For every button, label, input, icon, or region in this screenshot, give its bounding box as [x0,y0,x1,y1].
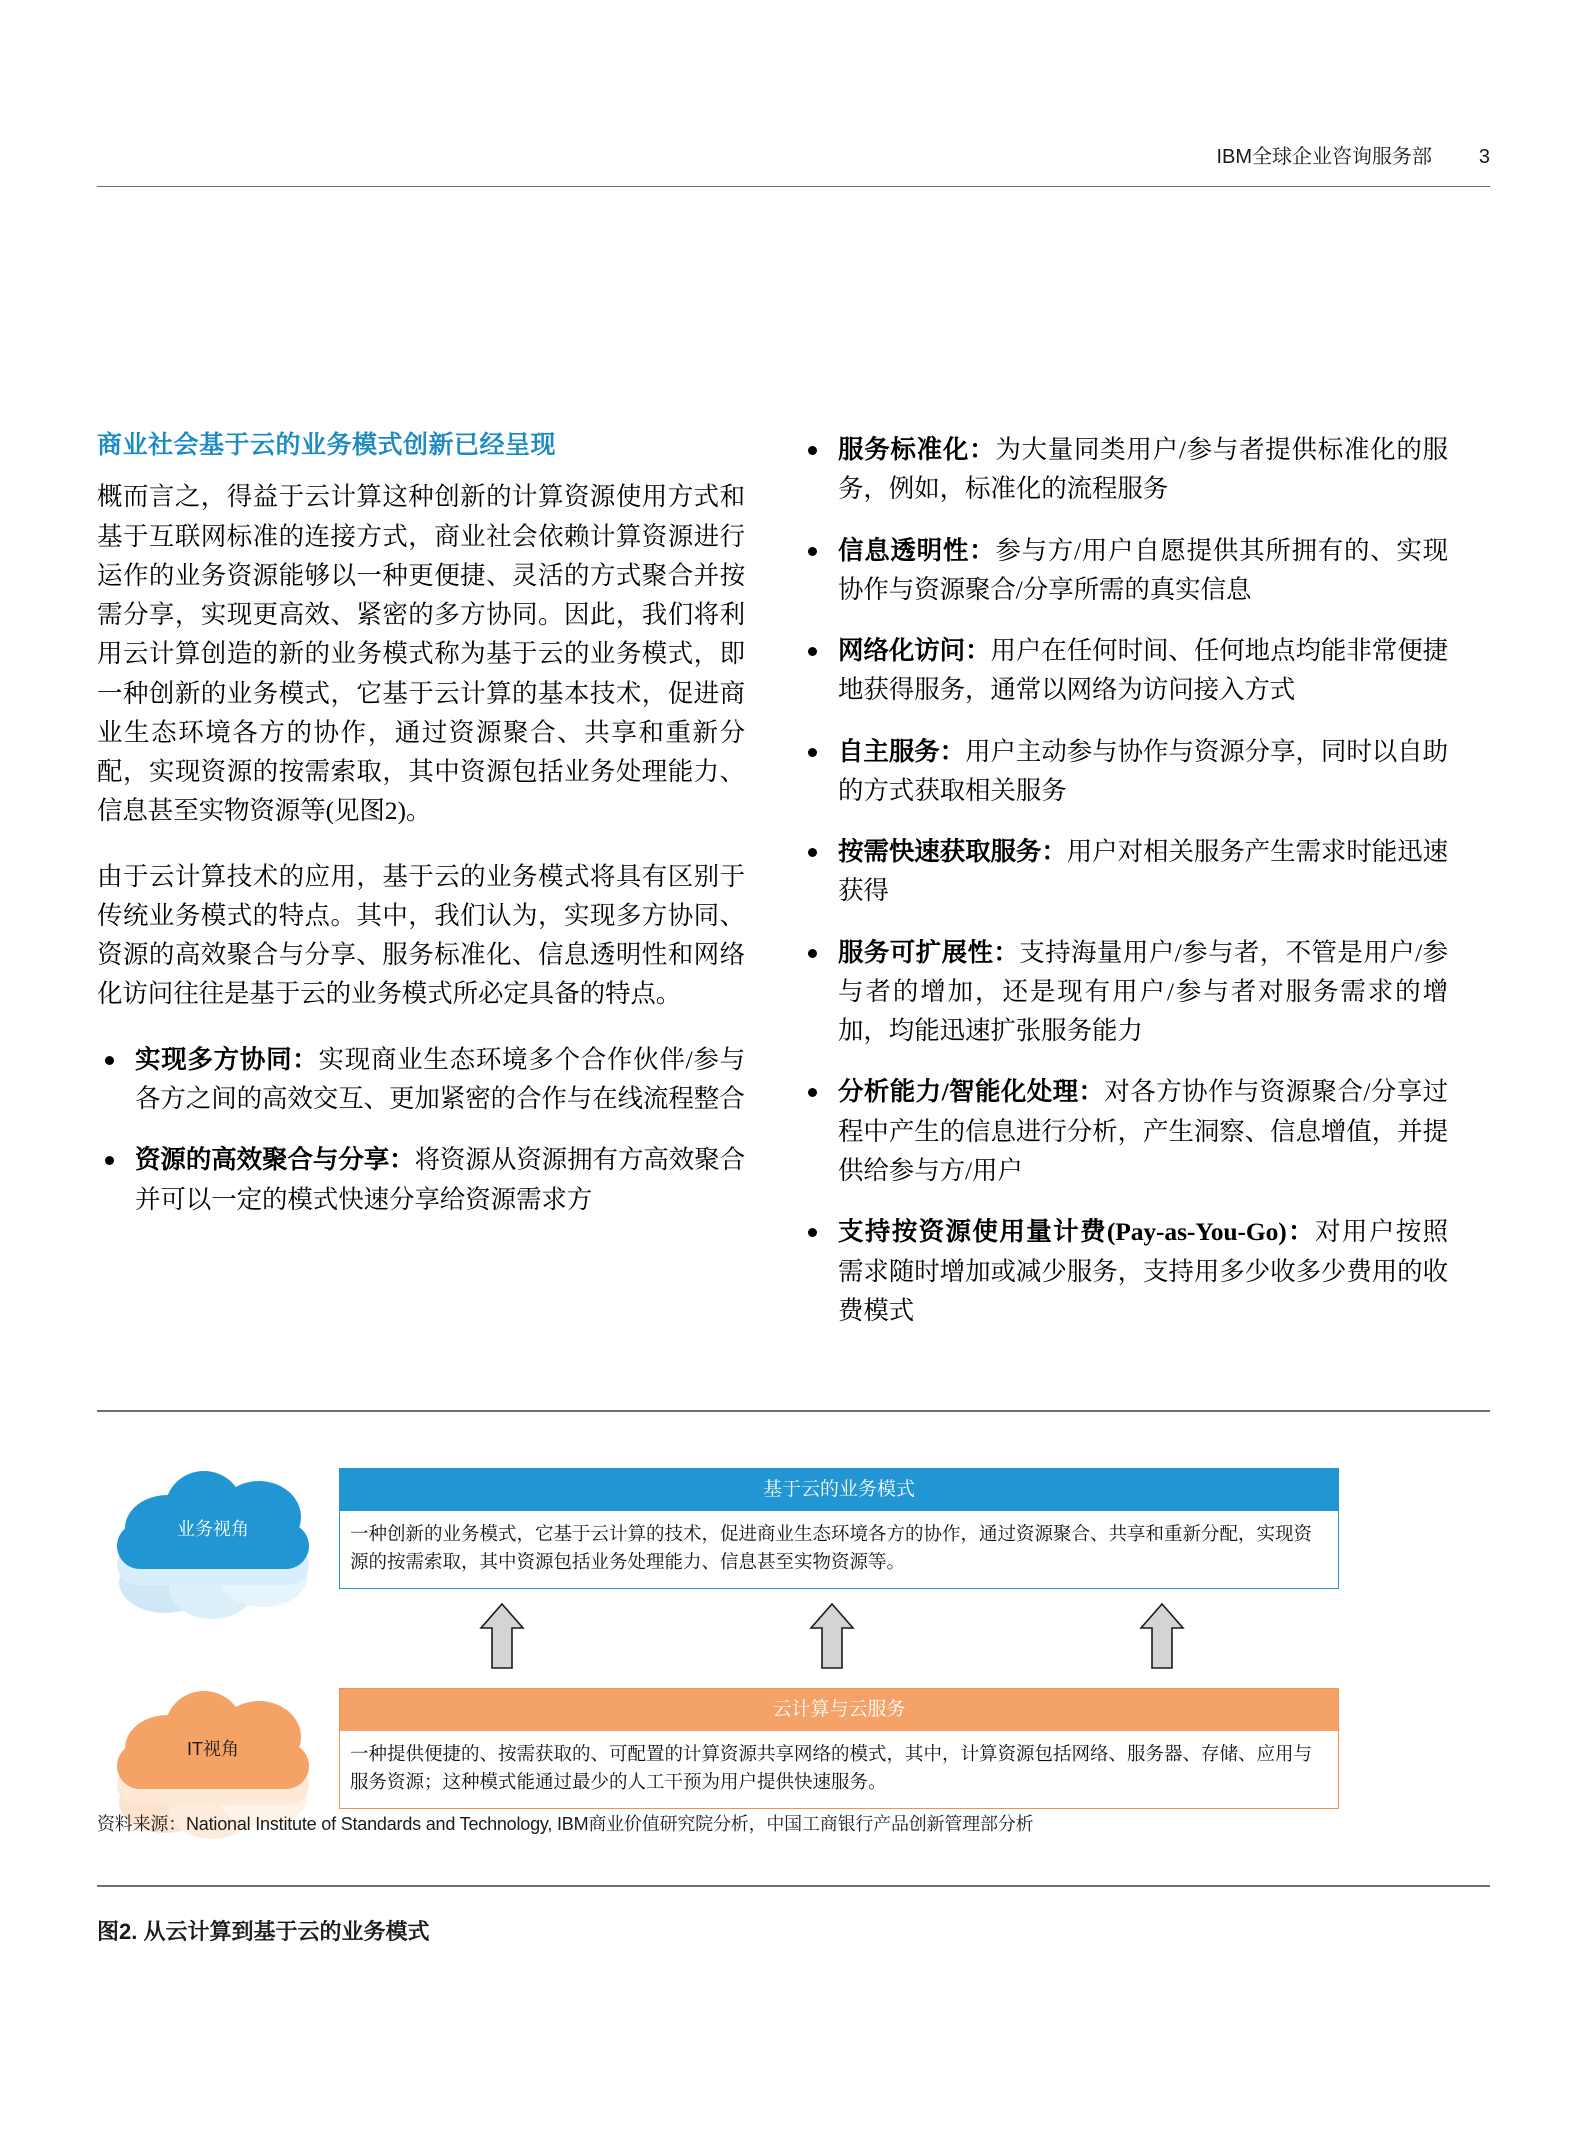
list-item [97,1140,745,1219]
page-number: 3 [1478,146,1490,168]
header-title: IBM全球企业咨询服务部 [1216,146,1432,168]
right-column [800,430,1448,1352]
arrow-up-icon [1139,1602,1185,1670]
paragraph: 由于云计算技术的应用，基于云的业务模式将具有区别于传统业务模式的特点。其中，我们认为，实现多方协同、资源的高效聚合与分享、服务标准化、信息透明性和网络化访问往往是基于云的业务模式所必定具备的特点。 [97,861,745,1009]
figure-source: 资料来源：National Institute of Standards and Technology, IBM商业价值研究院分析，中国工商银行产品创新管理部分析 [97,1814,1034,1834]
section-heading: 商业社会基于云的业务模式创新已经呈现 [97,432,557,459]
bullet-term: 按需快速获取服务： [838,837,1067,867]
list-item [800,631,1448,710]
bullet-term: 服务标准化： [838,435,996,464]
left-bullet-list [97,1040,745,1219]
list-item [800,933,1448,1051]
list-item [800,531,1448,610]
bullet-text: 用户在任何时间、任何地点均能非常便捷地获得服务，通常以网络为访问接入方式 [838,636,1449,705]
arrow-up-icon [809,1602,855,1670]
bullet-text: 实现商业生态环境多个合作伙伴/参与各方之间的高效交互、更加紧密的合作与在线流程整合 [135,1044,745,1113]
panel-title-business-model: 基于云的业务模式 [340,1469,1338,1511]
arrow-up-icon [479,1602,525,1670]
bullet-term: 自主服务： [838,736,966,766]
panel-body-cloud-computing: 一种提供便捷的、按需获取的、可配置的计算资源共享网络的模式，其中，计算资源包括网络、服务器、存储、应用与服务资源；这种模式能通过最少的人工干预为用户提供快速服务。 [340,1731,1338,1808]
list-item [97,1040,745,1119]
list-item [800,832,1448,911]
bullet-text: 支持海量用户/参与者，不管是用户/参与者的增加，还是现有用户/参与者对服务需求的增加，均能迅速扩张服务能力 [838,937,1448,1046]
paragraph: 概而言之，得益于云计算这种创新的计算资源使用方式和基于互联网标准的连接方式，商业社会依赖计算资源进行运作的业务资源能够以一种更便捷、灵活的方式聚合并按需分享，实现更高效、紧密的多方协同。因此，我们将利用云计算创造的新的业务模式称为基于云的业务模式，即一种创新的业务模式，它基于云计算的基本技术，促进商业生态环境各方的协作，通过资源聚合、共享和重新分配，实现资源的按需索取，其中资源包括业务处理能力、信息甚至实物资源等(见图2)。 [97,482,745,826]
bullet-text: 对各方协作与资源聚合/分享过程中产生的信息进行分析，产生洞察、信息增值，并提供给参与方/用户 [838,1077,1448,1185]
cloud-label-business-view: 业务视角 [177,1519,249,1539]
bullet-term: 支持按资源使用量计费(Pay-as-You-Go)： [838,1217,1316,1247]
list-item [800,1072,1448,1190]
list-item [800,1212,1448,1330]
figure-2 [97,1410,1490,1880]
panel-title-cloud-computing: 云计算与云服务 [340,1689,1338,1731]
cloud-label-it-view: IT视角 [187,1739,239,1759]
bullet-text: 参与方/用户自愿提供其所拥有的、实现协作与资源聚合/分享所需的真实信息 [838,535,1448,604]
bullet-term: 网络化访问： [838,636,991,666]
bullet-text: 将资源从资源拥有方高效聚合并可以一定的模式快速分享给资源需求方 [135,1145,745,1214]
panel-cloud-computing [339,1688,1339,1809]
arrow-group [339,1602,1339,1682]
list-item [800,732,1448,811]
bullet-text: 用户主动参与协作与资源分享，同时以自助的方式获取相关服务 [838,736,1448,805]
bullet-term: 信息透明性： [838,535,996,565]
bullet-term: 资源的高效聚合与分享： [135,1145,415,1175]
page-header [97,140,1490,190]
figure-bottom-divider [97,1885,1490,1887]
figure-caption: 图2. 从云计算到基于云的业务模式 [97,1919,430,1944]
panel-body-business-model: 一种创新的业务模式，它基于云计算的技术，促进商业生态环境各方的协作，通过资源聚合、共享和重新分配，实现资源的按需索取，其中资源包括业务处理能力、信息甚至实物资源等。 [340,1511,1338,1588]
bullet-term: 分析能力/智能化处理： [838,1077,1105,1107]
cloud-icon-business-view [117,1465,309,1615]
header-divider [97,186,1490,187]
bullet-term: 服务可扩展性： [838,937,1020,967]
bullet-text: 用户对相关服务产生需求时能迅速获得 [838,837,1448,906]
bullet-text: 对用户按照需求随时增加或减少服务，支持用多少收多少费用的收费模式 [838,1217,1448,1325]
list-item [800,430,1448,509]
right-bullet-list [800,430,1448,1330]
panel-business-model [339,1468,1339,1589]
bullet-text: 为大量同类用户/参与者提供标准化的服务，例如，标准化的流程服务 [838,435,1448,504]
bullet-term: 实现多方协同： [135,1044,319,1074]
left-column [97,430,745,1241]
